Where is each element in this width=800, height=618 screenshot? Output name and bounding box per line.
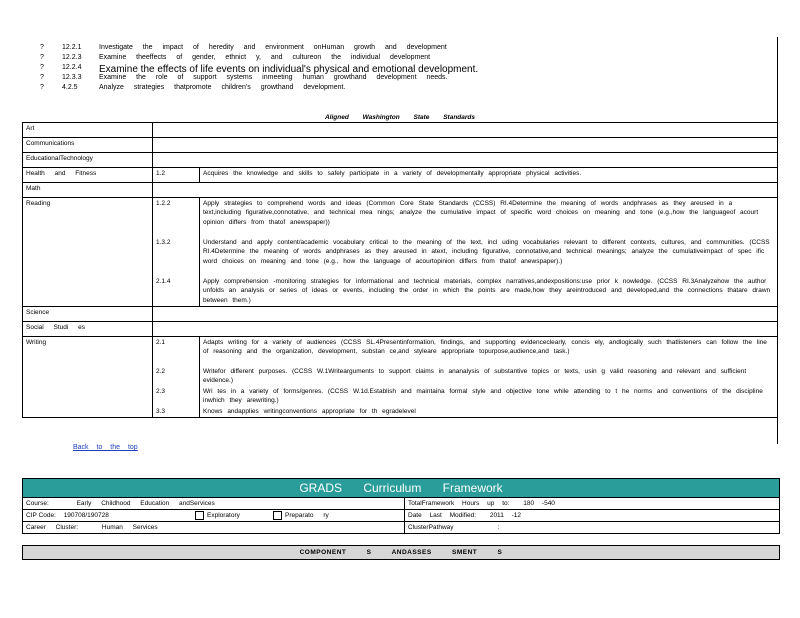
career-cluster-cell [23, 522, 405, 533]
preparatory-option[interactable] [273, 510, 329, 521]
cip-value: 190708/190728 [63, 512, 109, 519]
standard-text: Knows andapplies writingconventions appropriate for th egradelevel [203, 407, 416, 415]
empty-cell [153, 153, 778, 168]
total-hours-value: 180 -540 [523, 500, 555, 507]
standard-code: 3.3 [156, 407, 166, 415]
outcome-item [40, 64, 740, 74]
cluster-pathway-value: : [497, 524, 500, 531]
framework-row-career [23, 522, 779, 533]
outcome-item [40, 74, 740, 84]
date-modified-label: Date Last Modified: [408, 512, 477, 519]
exploratory-label: Exploratory [207, 512, 240, 519]
course-value: Early Childhood Education andServices [76, 500, 215, 507]
components-assessments-header: COMPONENT S ANDASSES SMENT S [22, 545, 780, 560]
empty-cell [153, 123, 778, 138]
total-hours-cell [405, 498, 779, 509]
standard-code: 2.1.4 [156, 278, 171, 286]
exploratory-checkbox[interactable] [195, 511, 204, 520]
subject-social-studies: Social Studi es [23, 321, 153, 336]
aligned-standards-table [22, 113, 778, 418]
table-row [23, 321, 778, 336]
date-modified-cell [405, 510, 779, 521]
course-cell [23, 498, 405, 509]
outcome-text: Analyze strategies thatpromote children's growthand development. [99, 84, 346, 91]
career-cluster-label: Career Cluster: [26, 524, 79, 531]
standard-text: Understand and apply content/academic vocabulary critical to the meaning of the text, incl uding vocabularies relevant to different contexts, cultures, and communities. (CCSS RI.4Determine the meaning of words andphrases as they areused in atext, including figurative, connotative,and technical meanings; analyze the cumulativeimpact of spec ific word choices on meaning and tone (e.g., how the language of acourtopinion differs from thatof anewspaper).) [203, 239, 770, 265]
outcome-item [40, 44, 740, 54]
preparatory-label: Preparato ry [285, 512, 329, 519]
curriculum-framework-box [22, 478, 780, 534]
framework-row-course [23, 498, 779, 510]
empty-cell [153, 306, 778, 321]
outcome-item [40, 84, 740, 94]
table-row [23, 336, 778, 417]
bullet-glyph: ? [40, 44, 44, 51]
standard-text: Adapts writing for a variety of audiences (CCSS SL.4Presentinformation, findings, and supporting evidenceclearly, concis ely, andlogically such thatlisteners can follow the line of reasoning and the organization, development, substan ce,and styleare appropriate topurpose,audience,and task.) [203, 338, 767, 356]
date-modified-value: 2011 -12 [489, 512, 522, 519]
cip-cell [23, 510, 405, 521]
table-row [23, 198, 778, 307]
framework-row-cip [23, 510, 779, 522]
outcome-text: Examine the effects of life events on individual's physical and emotional development. [99, 64, 479, 75]
standard-text: Writefor different purposes. (CCSS W.1Writearguments to support claims in ananalysis of substantive topics or texts, usin g valid reasoning and relevant and sufficient evidence.) [203, 367, 747, 385]
bullet-glyph: ? [40, 74, 44, 81]
subject-writing: Writing [23, 336, 153, 417]
table-row [23, 168, 778, 183]
total-hours-label: TotalFramework Hours up to: [408, 500, 510, 507]
bullet-glyph: ? [40, 64, 44, 71]
subject-art: Art [23, 123, 153, 138]
standard-code: 1.2.2 [156, 200, 171, 208]
career-cluster-value: Human Services [101, 524, 158, 531]
cip-label: CIP Code: [26, 512, 56, 519]
subject-communications: Communications [23, 138, 153, 153]
standard-text: Acquires the knowledge and skills to safely participate in a variety of developmentally appropriate physical activities. [200, 168, 778, 183]
aligned-standards-header: Aligned Washington State Standards [23, 113, 778, 123]
subject-health: Health and Fitness [23, 168, 153, 183]
table-row [23, 306, 778, 321]
standard-codes [153, 198, 200, 307]
standard-texts [200, 198, 778, 307]
standard-text: Apply strategies to comprehend words and ideas (Common Core State Standards (CCSS) RI.4Determine the meaning of words andphrases as they areused in a text,including figurative,connotative, and technical mea nings; analyze the cumulative impact of specific word choices on meaning and tone (e.g.,how the languageof acourt opinion differs from thatof anewspaper)) [203, 200, 759, 226]
outcome-number: 4.2.5 [62, 84, 78, 91]
table-row [23, 183, 778, 198]
outcome-text: Examine the role of support systems inmeeting human growthand development needs. [99, 74, 448, 81]
framework-title: GRADS Curriculum Framework [23, 479, 779, 498]
standard-code: 1.2 [153, 168, 200, 183]
standard-text: Wri tes in a variety of forms/genres. (CCSS W.1d.Establish and maintaina formal style and objective tone while attending to t he norms and conventions of the discipline inwhich they arewriting.) [203, 387, 763, 405]
standard-code: 1.3.2 [156, 239, 171, 247]
learning-outcomes-list [40, 44, 740, 94]
table-header-row [23, 113, 778, 123]
subject-edtech: EducationalTechnology [23, 153, 153, 168]
standard-code: 2.2 [156, 367, 166, 375]
subject-science: Science [23, 306, 153, 321]
standard-texts [200, 336, 778, 417]
standard-codes [153, 336, 200, 417]
bullet-glyph: ? [40, 54, 44, 61]
outcome-number: 12.2.4 [62, 64, 82, 71]
standard-text: Apply comprehension -monitoring strategies for informational and technical materials, complex narratives,andexpositions:use prior k nowledge. (CCSS RI.3Analyzehow the author unfolds an analysis or series of ideas or events, including the order in which the points are made,how they areintroduced and developed,and the connections thatare drawn between them.) [203, 278, 771, 304]
bullet-glyph: ? [40, 84, 44, 91]
outcome-number: 12.2.3 [62, 54, 82, 61]
table-row [23, 138, 778, 153]
course-label: Course: [26, 500, 49, 507]
empty-cell [153, 321, 778, 336]
table-row [23, 153, 778, 168]
outcome-text: Examine theeffects of gender, ethnict y, and cultureon the individual development [99, 54, 431, 61]
empty-cell [153, 183, 778, 198]
cluster-pathway-cell [405, 522, 779, 533]
exploratory-option[interactable] [195, 510, 240, 521]
empty-cell [153, 138, 778, 153]
standard-code: 2.1 [156, 338, 166, 346]
cluster-pathway-label: ClusterPathway [408, 524, 454, 531]
outcome-number: 12.3.3 [62, 74, 82, 81]
outcome-text: Investigate the impact of heredity and environment onHuman growth and development [99, 44, 447, 51]
standard-code: 2.3 [156, 387, 166, 395]
back-to-top-link[interactable]: Back to the top [73, 444, 138, 451]
outcome-number: 12.2.1 [62, 44, 82, 51]
subject-math: Math [23, 183, 153, 198]
subject-reading: Reading [23, 198, 153, 307]
table-row [23, 123, 778, 138]
outcome-item [40, 54, 740, 64]
preparatory-checkbox[interactable] [273, 511, 282, 520]
